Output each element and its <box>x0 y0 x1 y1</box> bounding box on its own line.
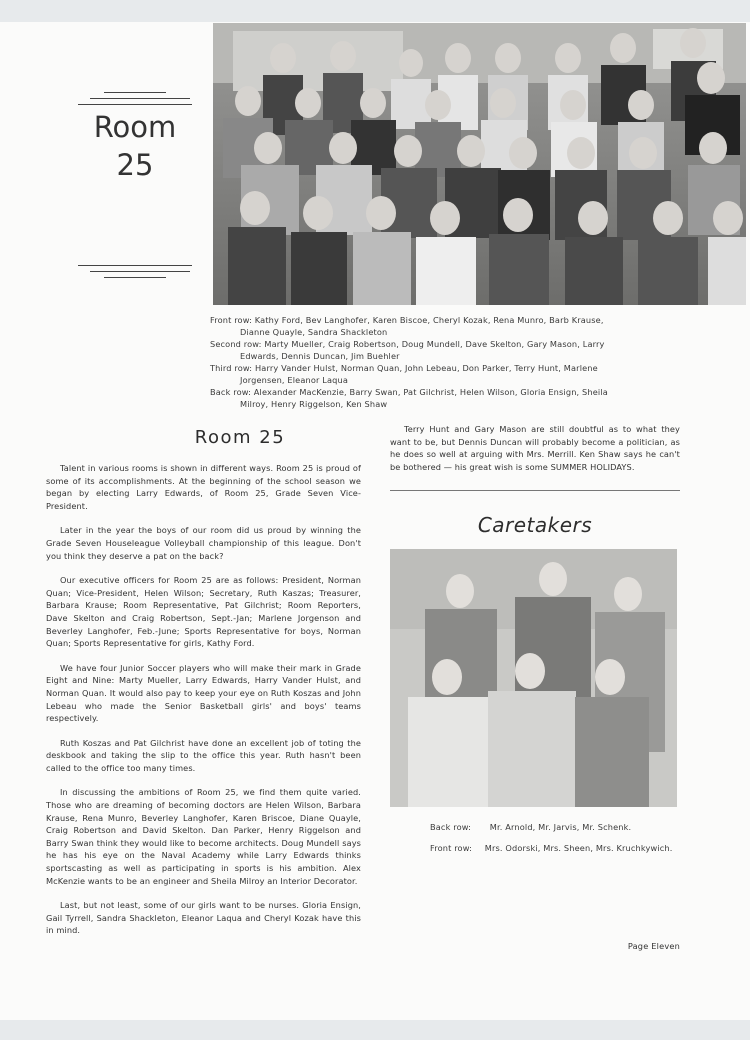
caption-label: Third row: <box>210 363 253 373</box>
class-photo-image <box>213 23 746 305</box>
caption-text-cont: Milroy, Henry Riggelson, Ken Shaw <box>240 399 388 409</box>
article-paragraph: Our executive officers for Room 25 are as follows: President, Norman Quan; Vice-President, Helen Wilson; Secretary, Ruth Kaszas; Treasurer, Barbara Krause; Room Representative, Pat Gilchrist; Room Reporters, Dave Skelton and Craig Robertson, Sept.-Jan; Marlene Jorgenson and Beverley Langhofer, Feb.-June; Sports Representative for boys, Norman Quan; Sports Representative for girls, Kathy Ford. <box>46 575 361 649</box>
article-paragraph: Talent in various rooms is shown in different ways. Room 25 is proud of some of its accomplishments. At the beginning of the school season we began by electing Larry Edwards, of Room 25, Grade Seven Vice-President. <box>46 463 361 511</box>
caption-row <box>210 362 630 386</box>
heading-rule <box>78 265 192 266</box>
heading-rule <box>90 271 190 272</box>
section-divider <box>390 490 680 491</box>
caption-text: Alexander MacKenzie, Barry Swan, Pat Gilchrist, Helen Wilson, Gloria Ensign, Sheila <box>253 387 608 397</box>
caption-label: Front row: <box>430 843 473 853</box>
caption-text: Harry Vander Hulst, Norman Quan, John Lebeau, Don Parker, Terry Hunt, Marlene <box>254 363 598 373</box>
heading-rule <box>104 92 166 93</box>
caption-text: Kathy Ford, Bev Langhofer, Karen Biscoe, Cheryl Kozak, Rena Munro, Barb Krause, <box>254 315 604 325</box>
article-title: Room 25 <box>194 427 286 448</box>
caption-text-cont: Edwards, Dennis Duncan, Jim Buehler <box>240 351 400 361</box>
caption-row <box>210 338 630 362</box>
class-photo <box>213 23 746 305</box>
caretakers-photo-image <box>390 549 677 807</box>
article-paragraph: Later in the year the boys of our room did us proud by winning the Grade Seven Houseleague Volleyball championship of this league. Don't you think they deserve a pat on the back? <box>46 525 361 561</box>
caption-text: Mr. Arnold, Mr. Jarvis, Mr. Schenk. <box>489 822 632 832</box>
caption-text-cont: Dianne Quayle, Sandra Shackleton <box>240 327 388 337</box>
page-background-band <box>0 1020 750 1040</box>
heading-rule <box>104 277 166 278</box>
class-photo-caption <box>210 314 630 410</box>
article-paragraph: In discussing the ambitions of Room 25, we find them quite varied. Those who are dreaming of becoming doctors are Helen Wilson, Barbara Krause, Rena Munro, Beverley Langhofer, Karen Briscoe, Diane Quayle, Craig Robertson and David Skelton. Dan Parker, Henry Riggelson and Barry Swan think they would like to become architects. Doug Mundell says he has his eye on the Naval Academy while Larry Edwards thinks sportscasting as well as participating in sports is his ambition. Alex McKenzie wants to be an engineer and Sheila Milroy an Interior Decorator. <box>46 787 361 886</box>
caption-row <box>430 817 680 838</box>
heading-rule <box>78 104 192 105</box>
heading-rule <box>90 98 190 99</box>
room-heading-word: Room <box>93 110 177 144</box>
caption-text-cont: Jorgensen, Eleanor Laqua <box>240 375 349 385</box>
caretakers-title: Caretakers <box>477 513 593 537</box>
article-continuation <box>390 423 680 485</box>
article-paragraph: We have four Junior Soccer players who will make their mark in Grade Eight and Nine: Marty Mueller, Larry Edwards, Harry Vander Hulst, and Norman Quan. It would also pay to keep your eye on Ruth Koszas and John Lebeau who made the Senior Basketball girls' and boys' teams respectively. <box>46 662 361 724</box>
page-number: Page Eleven <box>627 941 680 951</box>
caption-label: Back row: <box>210 387 252 397</box>
article-paragraph: Ruth Koszas and Pat Gilchrist have done an excellent job of toting the deskbook and taking the slip to the office this year. Ruth hasn't been called to the office too many times. <box>46 737 361 773</box>
room-heading <box>60 108 210 184</box>
caption-label: Front row: <box>210 315 253 325</box>
caretakers-caption <box>430 817 680 859</box>
caption-text: Mrs. Odorski, Mrs. Sheen, Mrs. Kruchkywich. <box>484 843 673 853</box>
room-heading-number: 25 <box>116 148 154 182</box>
caption-label: Back row: <box>430 822 472 832</box>
caption-label: Second row: <box>210 339 262 349</box>
article-paragraph: Terry Hunt and Gary Mason are still doubtful as to what they want to be, but Dennis Duncan will probably become a politician, as he does so well at arguing with Mrs. Merrill. Ken Shaw says he can't be bothered — his great wish is some SUMMER HOLIDAYS. <box>390 424 680 472</box>
caption-row <box>430 838 680 859</box>
caretakers-photo <box>390 549 677 807</box>
article-paragraph: Last, but not least, some of our girls want to be nurses. Gloria Ensign, Gail Tyrrell, Sandra Shackleton, Eleanor Laqua and Cheryl Kozak have this in mind. <box>46 900 361 936</box>
caption-row <box>210 386 630 410</box>
article-body <box>46 462 361 949</box>
caption-row <box>210 314 630 338</box>
caption-text: Marty Mueller, Craig Robertson, Doug Mundell, Dave Skelton, Gary Mason, Larry <box>264 339 605 349</box>
